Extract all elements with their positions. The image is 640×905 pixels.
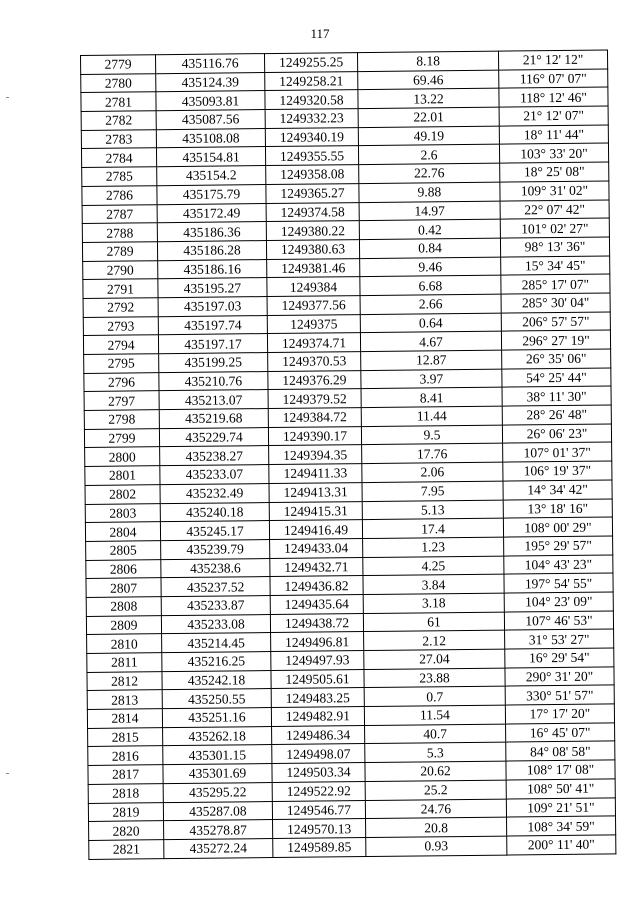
bearing-cell: 13° 18' 16" [503, 498, 612, 518]
y-coordinate-cell: 1249255.25 [264, 53, 357, 73]
x-coordinate-cell: 435199.25 [159, 353, 268, 373]
point-number-cell: 2786 [82, 186, 157, 205]
point-number-cell: 2779 [81, 55, 156, 74]
bearing-cell: 21° 12' 07" [499, 106, 608, 126]
point-number-cell: 2787 [82, 204, 157, 223]
distance-cell: 3.18 [363, 593, 504, 613]
x-coordinate-cell: 435154.2 [157, 166, 266, 186]
x-coordinate-cell: 435175.79 [157, 184, 266, 204]
x-coordinate-cell: 435262.18 [163, 726, 272, 746]
bearing-cell: 38° 11' 30" [502, 386, 611, 406]
point-number-cell: 2804 [85, 522, 160, 541]
distance-cell: 9.46 [360, 257, 501, 277]
distance-cell: 22.01 [358, 107, 499, 127]
coordinates-table [80, 49, 616, 859]
x-coordinate-cell: 435232.49 [160, 483, 269, 503]
distance-cell: 5.3 [365, 743, 506, 763]
bearing-cell: 290° 31' 20" [505, 667, 614, 687]
bearing-cell: 98° 13' 36" [500, 237, 609, 257]
point-number-cell: 2801 [85, 466, 160, 485]
distance-cell: 0.64 [360, 313, 501, 333]
y-coordinate-cell: 1249433.04 [270, 538, 363, 558]
x-coordinate-cell: 435240.18 [160, 502, 269, 522]
point-number-cell: 2814 [87, 709, 162, 728]
point-number-cell: 2800 [85, 447, 160, 466]
bearing-cell: 206° 57' 57" [501, 312, 610, 332]
x-coordinate-cell: 435239.79 [161, 539, 270, 559]
point-number-cell: 2806 [86, 559, 161, 578]
y-coordinate-cell: 1249332.23 [265, 109, 358, 129]
x-coordinate-cell: 435301.69 [163, 764, 272, 784]
y-coordinate-cell: 1249505.61 [271, 669, 364, 689]
bearing-cell: 108° 17' 08" [506, 760, 615, 780]
scan-mark [6, 773, 9, 774]
bearing-cell: 197° 54' 55" [504, 573, 613, 593]
distance-cell: 11.44 [361, 406, 502, 426]
point-number-cell: 2796 [84, 372, 159, 391]
y-coordinate-cell: 1249411.33 [269, 464, 362, 484]
bearing-cell: 107° 01' 37" [503, 442, 612, 462]
bearing-cell: 15° 34' 45" [501, 256, 610, 276]
y-coordinate-cell: 1249376.29 [268, 370, 361, 390]
bearing-cell: 14° 34' 42" [503, 480, 612, 500]
bearing-cell: 26° 35' 06" [502, 349, 611, 369]
y-coordinate-cell: 1249497.93 [271, 651, 364, 671]
distance-cell: 9.5 [361, 425, 502, 445]
x-coordinate-cell: 435093.81 [156, 91, 265, 111]
distance-cell: 20.62 [365, 761, 506, 781]
distance-cell: 27.04 [364, 649, 505, 669]
point-number-cell: 2818 [88, 783, 163, 802]
x-coordinate-cell: 435195.27 [158, 278, 267, 298]
x-coordinate-cell: 435214.45 [162, 633, 271, 653]
x-coordinate-cell: 435197.03 [158, 296, 267, 316]
point-number-cell: 2792 [83, 298, 158, 317]
bearing-cell: 104° 43' 23" [504, 555, 613, 575]
y-coordinate-cell: 1249546.77 [272, 800, 365, 820]
y-coordinate-cell: 1249379.52 [268, 389, 361, 409]
point-number-cell: 2794 [83, 335, 158, 354]
y-coordinate-cell: 1249370.53 [268, 352, 361, 372]
x-coordinate-cell: 435216.25 [162, 652, 271, 672]
distance-cell: 49.19 [358, 126, 499, 146]
distance-cell: 7.95 [362, 481, 503, 501]
point-number-cell: 2819 [88, 802, 163, 821]
distance-cell: 22.76 [359, 163, 500, 183]
point-number-cell: 2803 [85, 503, 160, 522]
distance-cell: 8.18 [357, 51, 498, 71]
x-coordinate-cell: 435238.6 [161, 558, 270, 578]
x-coordinate-cell: 435197.74 [158, 315, 267, 335]
scan-mark [6, 97, 9, 98]
distance-cell: 2.6 [358, 145, 499, 165]
x-coordinate-cell: 435233.07 [160, 465, 269, 485]
distance-cell: 6.68 [360, 275, 501, 295]
point-number-cell: 2791 [83, 279, 158, 298]
y-coordinate-cell: 1249374.58 [266, 202, 359, 222]
bearing-cell: 285° 30' 04" [501, 293, 610, 313]
x-coordinate-cell: 435116.76 [156, 54, 265, 74]
bearing-cell: 16° 45' 07" [506, 723, 615, 743]
x-coordinate-cell: 435250.55 [162, 689, 271, 709]
y-coordinate-cell: 1249384.72 [268, 408, 361, 428]
x-coordinate-cell: 435245.17 [160, 521, 269, 541]
x-coordinate-cell: 435229.74 [159, 427, 268, 447]
bearing-cell: 31° 53' 27" [505, 629, 614, 649]
bearing-cell: 101° 02' 27" [500, 218, 609, 238]
x-coordinate-cell: 435233.08 [161, 614, 270, 634]
point-number-cell: 2783 [81, 129, 156, 148]
x-coordinate-cell: 435154.81 [156, 147, 265, 167]
y-coordinate-cell: 1249415.31 [269, 501, 362, 521]
point-number-cell: 2797 [84, 391, 159, 410]
point-number-cell: 2811 [87, 653, 162, 672]
y-coordinate-cell: 1249374.71 [267, 333, 360, 353]
x-coordinate-cell: 435295.22 [163, 782, 272, 802]
bearing-cell: 26° 06' 23" [502, 424, 611, 444]
y-coordinate-cell: 1249358.08 [266, 165, 359, 185]
bearing-cell: 330° 51' 57" [505, 685, 614, 705]
bearing-cell: 118° 12' 46" [499, 87, 608, 107]
point-number-cell: 2805 [86, 541, 161, 560]
y-coordinate-cell: 1249435.64 [270, 595, 363, 615]
distance-cell: 9.88 [359, 182, 500, 202]
x-coordinate-cell: 435272.24 [164, 838, 273, 858]
y-coordinate-cell: 1249380.63 [266, 239, 359, 259]
distance-cell: 3.84 [363, 574, 504, 594]
distance-cell: 11.54 [364, 705, 505, 725]
bearing-cell: 104° 23' 09" [504, 592, 613, 612]
x-coordinate-cell: 435251.16 [162, 708, 271, 728]
y-coordinate-cell: 1249496.81 [271, 632, 364, 652]
distance-cell: 23.88 [364, 668, 505, 688]
point-number-cell: 2793 [83, 316, 158, 335]
coordinates-table-body [81, 50, 616, 859]
x-coordinate-cell: 435287.08 [163, 801, 272, 821]
x-coordinate-cell: 435242.18 [162, 670, 271, 690]
bearing-cell: 84° 08' 58" [506, 741, 615, 761]
point-number-cell: 2812 [87, 671, 162, 690]
x-coordinate-cell: 435237.52 [161, 577, 270, 597]
distance-cell: 17.4 [362, 518, 503, 538]
distance-cell: 24.76 [365, 799, 506, 819]
point-number-cell: 2809 [86, 615, 161, 634]
bearing-cell: 18° 25' 08" [500, 162, 609, 182]
point-number-cell: 2780 [81, 73, 156, 92]
bearing-cell: 108° 34' 59" [507, 816, 616, 836]
y-coordinate-cell: 1249375 [267, 314, 360, 334]
x-coordinate-cell: 435172.49 [157, 203, 266, 223]
point-number-cell: 2817 [88, 765, 163, 784]
y-coordinate-cell: 1249483.25 [271, 688, 364, 708]
bearing-cell: 195° 29' 57" [504, 536, 613, 556]
point-number-cell: 2798 [84, 410, 159, 429]
distance-cell: 12.87 [361, 350, 502, 370]
x-coordinate-cell: 435186.28 [157, 240, 266, 260]
bearing-cell: 296° 27' 19" [501, 330, 610, 350]
point-number-cell: 2788 [82, 223, 157, 242]
bearing-cell: 106° 19' 37" [503, 461, 612, 481]
point-number-cell: 2784 [81, 148, 156, 167]
y-coordinate-cell: 1249384 [267, 277, 360, 297]
y-coordinate-cell: 1249258.21 [265, 71, 358, 91]
x-coordinate-cell: 435087.56 [156, 110, 265, 130]
bearing-cell: 200° 11' 40" [507, 835, 616, 855]
bearing-cell: 103° 33' 20" [499, 143, 608, 163]
bearing-cell: 21° 12' 12" [498, 50, 607, 70]
page-number: 117 [310, 26, 330, 41]
bearing-cell: 108° 00' 29" [503, 517, 612, 537]
y-coordinate-cell: 1249320.58 [265, 90, 358, 110]
distance-cell: 20.8 [366, 817, 507, 837]
distance-cell: 2.06 [362, 462, 503, 482]
x-coordinate-cell: 435278.87 [164, 820, 273, 840]
bearing-cell: 54° 25' 44" [502, 368, 611, 388]
y-coordinate-cell: 1249390.17 [268, 426, 361, 446]
distance-cell: 61 [363, 612, 504, 632]
bearing-cell: 108° 50' 41" [506, 779, 615, 799]
point-number-cell: 2802 [85, 484, 160, 503]
point-number-cell: 2807 [86, 578, 161, 597]
distance-cell: 1.23 [363, 537, 504, 557]
distance-cell: 2.66 [360, 294, 501, 314]
point-number-cell: 2816 [88, 746, 163, 765]
x-coordinate-cell: 435213.07 [159, 390, 268, 410]
x-coordinate-cell: 435108.08 [156, 128, 265, 148]
bearing-cell: 109° 31' 02" [500, 181, 609, 201]
bearing-cell: 116° 07' 07" [499, 69, 608, 89]
bearing-cell: 109° 21' 51" [506, 797, 615, 817]
x-coordinate-cell: 435186.16 [158, 259, 267, 279]
point-number-cell: 2782 [81, 111, 156, 130]
distance-cell: 3.97 [361, 369, 502, 389]
point-number-cell: 2813 [87, 690, 162, 709]
distance-cell: 4.67 [360, 331, 501, 351]
distance-cell: 0.93 [366, 836, 507, 856]
y-coordinate-cell: 1249394.35 [269, 445, 362, 465]
y-coordinate-cell: 1249377.56 [267, 296, 360, 316]
y-coordinate-cell: 1249498.07 [272, 744, 365, 764]
y-coordinate-cell: 1249355.55 [265, 146, 358, 166]
distance-cell: 17.76 [362, 444, 503, 464]
y-coordinate-cell: 1249416.49 [269, 520, 362, 540]
distance-cell: 0.42 [359, 219, 500, 239]
point-number-cell: 2808 [86, 597, 161, 616]
point-number-cell: 2799 [84, 428, 159, 447]
point-number-cell: 2790 [83, 260, 158, 279]
point-number-cell: 2781 [81, 92, 156, 111]
point-number-cell: 2795 [84, 354, 159, 373]
y-coordinate-cell: 1249381.46 [267, 258, 360, 278]
y-coordinate-cell: 1249438.72 [270, 613, 363, 633]
x-coordinate-cell: 435210.76 [159, 371, 268, 391]
y-coordinate-cell: 1249365.27 [266, 183, 359, 203]
distance-cell: 40.7 [365, 724, 506, 744]
distance-cell: 0.84 [359, 238, 500, 258]
bearing-cell: 18° 11' 44" [499, 125, 608, 145]
distance-cell: 8.41 [361, 387, 502, 407]
y-coordinate-cell: 1249522.92 [272, 781, 365, 801]
distance-cell: 25.2 [365, 780, 506, 800]
distance-cell: 4.25 [363, 556, 504, 576]
bearing-cell: 17° 17' 20" [505, 704, 614, 724]
y-coordinate-cell: 1249486.34 [272, 725, 365, 745]
y-coordinate-cell: 1249432.71 [270, 557, 363, 577]
x-coordinate-cell: 435186.36 [157, 222, 266, 242]
point-number-cell: 2810 [87, 634, 162, 653]
x-coordinate-cell: 435233.87 [161, 595, 270, 615]
distance-cell: 2.12 [364, 630, 505, 650]
y-coordinate-cell: 1249380.22 [266, 221, 359, 241]
distance-cell: 69.46 [358, 70, 499, 90]
point-number-cell: 2820 [89, 821, 164, 840]
bearing-cell: 16° 29' 54" [505, 648, 614, 668]
point-number-cell: 2785 [82, 167, 157, 186]
distance-cell: 13.22 [358, 88, 499, 108]
bearing-cell: 22° 07' 42" [500, 199, 609, 219]
y-coordinate-cell: 1249589.85 [273, 837, 366, 857]
x-coordinate-cell: 435124.39 [156, 72, 265, 92]
distance-cell: 5.13 [362, 500, 503, 520]
x-coordinate-cell: 435301.15 [163, 745, 272, 765]
distance-cell: 0.7 [364, 686, 505, 706]
y-coordinate-cell: 1249503.34 [272, 763, 365, 783]
y-coordinate-cell: 1249482.91 [271, 707, 364, 727]
point-number-cell: 2815 [88, 727, 163, 746]
distance-cell: 14.97 [359, 201, 500, 221]
bearing-cell: 107° 46' 53" [504, 611, 613, 631]
x-coordinate-cell: 435197.17 [158, 334, 267, 354]
x-coordinate-cell: 435219.68 [159, 409, 268, 429]
y-coordinate-cell: 1249413.31 [269, 482, 362, 502]
bearing-cell: 285° 17' 07" [501, 274, 610, 294]
y-coordinate-cell: 1249570.13 [273, 819, 366, 839]
point-number-cell: 2789 [82, 242, 157, 261]
y-coordinate-cell: 1249436.82 [270, 576, 363, 596]
y-coordinate-cell: 1249340.19 [265, 127, 358, 147]
point-number-cell: 2821 [89, 840, 164, 859]
x-coordinate-cell: 435238.27 [160, 446, 269, 466]
bearing-cell: 28° 26' 48" [502, 405, 611, 425]
